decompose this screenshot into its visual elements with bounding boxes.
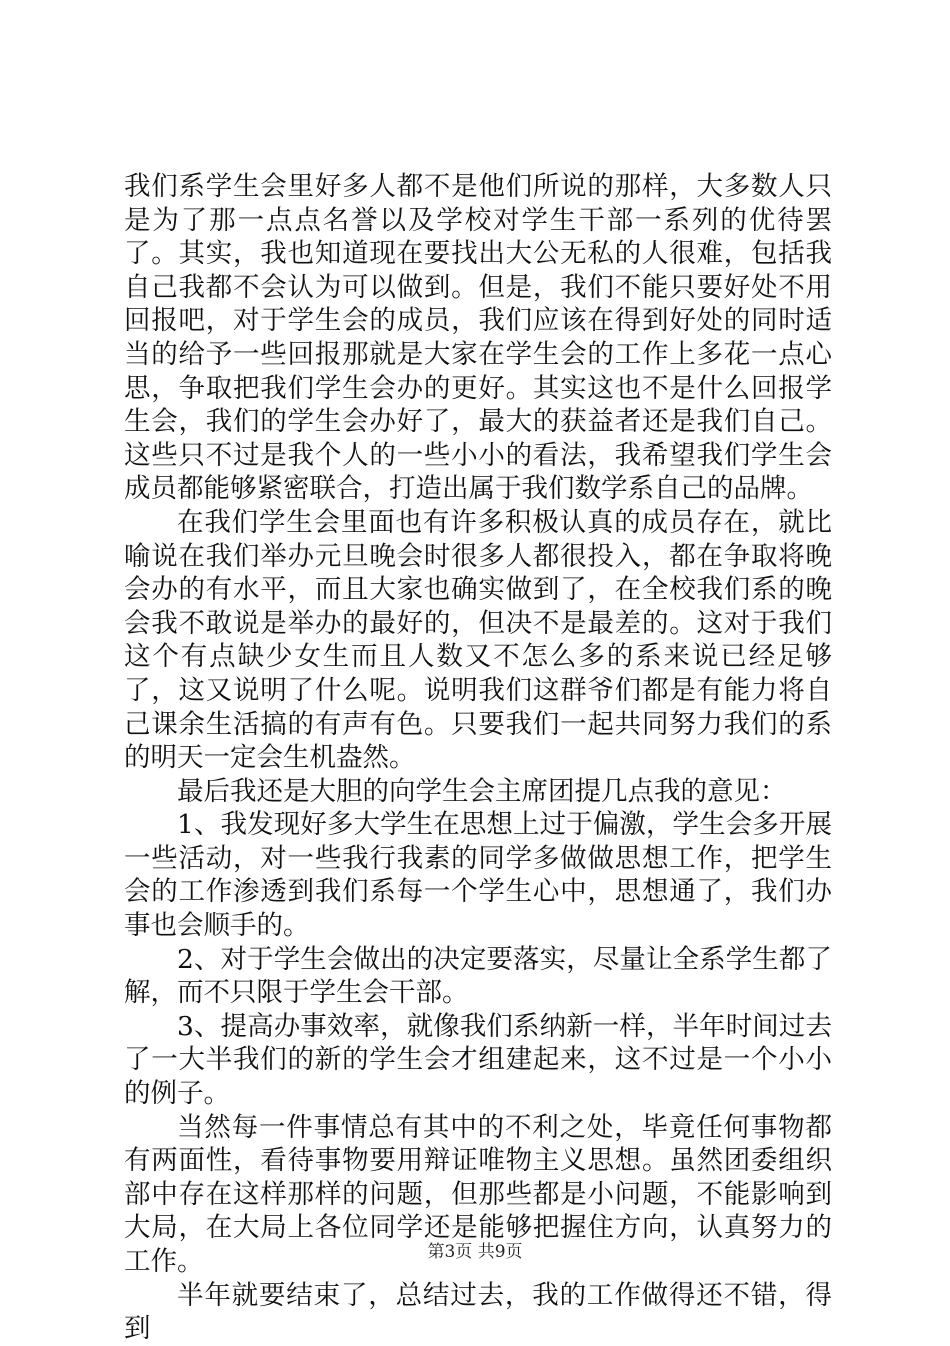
suggestion-3: 3、提高办事效率，就像我们系纳新一样，半年时间过去了一大半我们的新的学生会才组建起来，这不过是一个小小的例子。 — [124, 1010, 832, 1110]
paragraph-8: 半年就要结束了，总结过去，我的工作做得还不错，得到 — [124, 1279, 832, 1345]
paragraph-2: 在我们学生会里面也有许多积极认真的成员存在，就比喻说在我们举办元旦晚会时很多人都很投入，都在争取将晚会办的有水平，而且大家也确实做到了，在全校我们系的晚会我不敢说是举办的最好的，但决不是最差的。这对于我们这个有点缺少女生而且人数又不怎么多的系来说已经足够了，这又说明了什么呢。说明我们这群爷们都是有能力将自己课余生活搞的有声有色。只要我们一起共同努力我们的系的明天一定会生机盎然。 — [124, 506, 832, 774]
paragraph-7: 当然每一件事情总有其中的不利之处，毕竟任何事物都有两面性，看待事物要用辩证唯物主义思想。虽然团委组织部中存在这样那样的问题，但那些都是小问题，不能影响到大局，在大局上各位同学还是能够把握住方向，认真努力的工作。 — [124, 1111, 832, 1277]
suggestion-2: 2、对于学生会做出的决定要落实，尽量让全系学生都了解，而不只限于学生会干部。 — [124, 943, 832, 1009]
page-number-footer: 第3页 共9页 — [427, 1242, 523, 1262]
paragraph-1: 我们系学生会里好多人都不是他们所说的那样，大多数人只是为了那一点点名誉以及学校对学生干部一系列的优待罢了。其实，我也知道现在要找出大公无私的人很难，包括我自己我都不会认为可以做到。但是，我们不能只要好处不用回报吧，对于学生会的成员，我们应该在得到好处的同时适当的给予一些回报那就是大家在学生会的工作上多花一点心思，争取把我们学生会办的更好。其实这也不是什么回报学生会，我们的学生会办好了，最大的获益者还是我们自己。这些只不过是我个人的一些小小的看法，我希望我们学生会成员都能够紧密联合，打造出属于我们数学系自己的品牌。 — [124, 171, 832, 505]
document-body — [124, 170, 832, 1346]
suggestion-1: 1、我发现好多大学生在思想上过于偏激，学生会多开展一些活动，对一些我行我素的同学多做做思想工作，把学生会的工作渗透到我们系每一个学生心中，思想通了，我们办事也会顺手的。 — [124, 809, 832, 942]
paragraph-3: 最后我还是大胆的向学生会主席团提几点我的意见： — [177, 775, 787, 807]
